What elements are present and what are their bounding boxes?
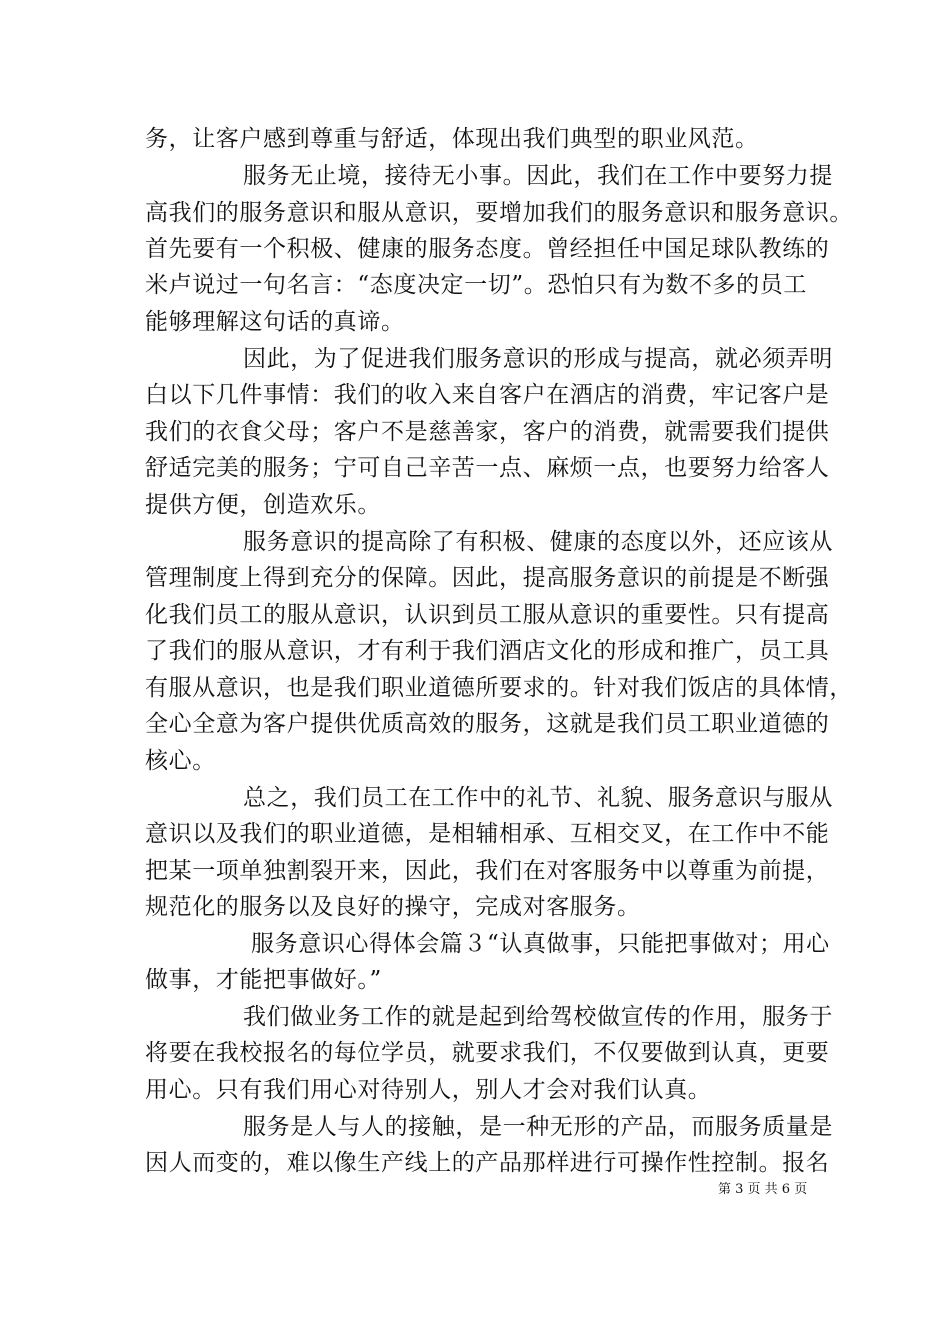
paragraph-first-line: 我们做业务工作的就是起到给驾校做宣传的作用，服务于 [243,1004,833,1030]
text-line: 有服从意识，也是我们职业道德所要求的。针对我们饭店的具体情， [145,675,853,701]
text-line: 把某一项单独割裂开来，因此，我们在对客服务中以尊重为前提， [145,858,830,884]
paragraph-first-line: 总之，我们员工在工作中的礼节、礼貌、服务意识与服从 [243,785,833,811]
paragraph-first-line: 服务无止境，接待无小事。因此，我们在工作中要努力提 [243,163,833,189]
text-line: 能够理解这句话的真谛。 [145,309,405,335]
text-line: 米卢说过一句名言：“态度决定一切”。恐怕只有为数不多的员工 [145,272,807,298]
page-number: 第 3 页 共 6 页 [718,1182,808,1197]
text-line: 白以下几件事情：我们的收入来自客户在酒店的消费，牢记客户是 [145,382,830,408]
text-line: 核心。 [145,748,216,774]
paragraph-first-line: 因此，为了促进我们服务意识的形成与提高，就必须弄明 [243,346,833,372]
text-line: 全心全意为客户提供优质高效的服务，这就是我们员工职业道德的 [145,711,830,737]
text-line: 因人而变的，难以像生产线上的产品那样进行可操作性控制。报名 [145,1150,830,1176]
text-line: 首先要有一个积极、健康的服务态度。曾经担任中国足球队教练的 [145,236,830,262]
text-line: 做事，才能把事做好。” [145,967,382,993]
text-line: 舒适完美的服务；宁可自己辛苦一点、麻烦一点，也要努力给客人 [145,455,830,481]
text-line: 高我们的服务意识和服从意识，要增加我们的服务意识和服务意识。 [145,200,853,226]
text-line: 意识以及我们的职业道德，是相辅相承、互相交叉，在工作中不能 [145,821,830,847]
paragraph-first-line: 服务意识的提高除了有积极、健康的态度以外，还应该从 [243,529,833,555]
text-line: 提供方便，创造欢乐。 [145,492,381,518]
text-line: 化我们员工的服从意识，认识到员工服从意识的重要性。只有提高 [145,602,830,628]
text-line: 我们的衣食父母；客户不是慈善家，客户的消费，就需要我们提供 [145,419,830,445]
text-line: 规范化的服务以及良好的操守，完成对客服务。 [145,894,641,920]
paragraph-first-line: 服务意识心得体会篇３“认真做事，只能把事做对；用心 [251,931,830,957]
text-line: 将要在我校报名的每位学员，就要求我们，不仅要做到认真，更要 [145,1040,830,1066]
text-line: 了我们的服从意识，才有利于我们酒店文化的形成和推广，员工具 [145,638,830,664]
paragraph-first-line: 服务是人与人的接触，是一种无形的产品，而服务质量是 [243,1114,833,1140]
text-line: 务，让客户感到尊重与舒适，体现出我们典型的职业风范。 [145,126,759,152]
text-line: 管理制度上得到充分的保障。因此，提高服务意识的前提是不断强 [145,565,830,591]
text-line: 用心。只有我们用心对待别人，别人才会对我们认真。 [145,1077,712,1103]
